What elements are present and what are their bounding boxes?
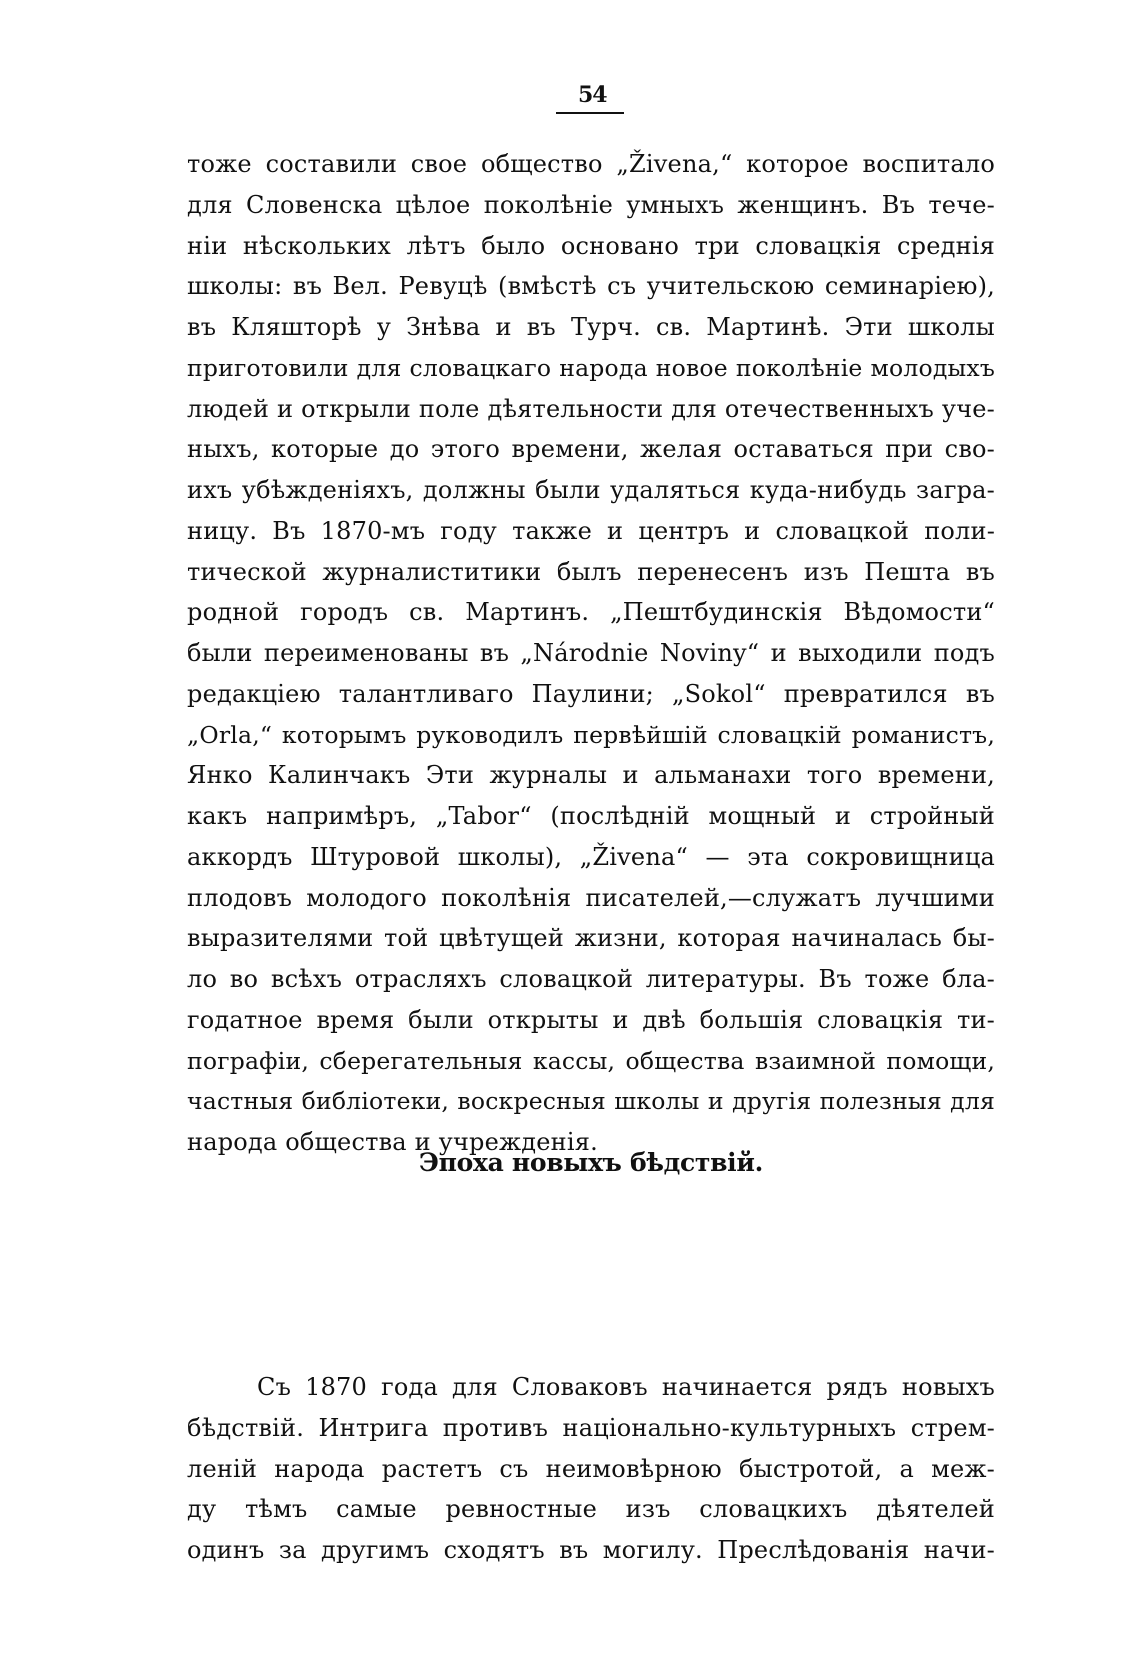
page-number-rule	[556, 112, 624, 114]
text-line: частныя библіотеки, воскресныя школы и другія полезныя для	[187, 1087, 995, 1116]
text-line: Съ 1870 года для Словаковъ начинается рядъ новыхъ	[257, 1373, 995, 1401]
text-line: для Словенска цѣлое поколѣніе умныхъ женщинъ. Въ тече-	[187, 190, 995, 219]
text-line: какъ напримѣръ, „Tabor“ (послѣдній мощный и стройный	[187, 802, 995, 830]
paragraph-1	[187, 144, 995, 1163]
text-line: Янко Калинчакъ Эти журналы и альманахи того времени,	[187, 761, 995, 790]
text-line: годатное время были открыты и двѣ большія словацкія ти-	[187, 1005, 995, 1034]
text-line: леній народа растетъ съ неимовѣрною быстротой, а меж-	[187, 1454, 995, 1483]
text-line: школы: въ Вел. Ревуцѣ (вмѣстѣ съ учительскою семинаріею),	[187, 272, 995, 301]
text-line: народа общества и учрежденія.	[187, 1128, 598, 1156]
page-number: 54	[578, 82, 607, 108]
text-line: родной городъ св. Мартинъ. „Пештбудинскія Вѣдомости“	[187, 598, 995, 627]
text-line: были переименованы въ „Národnie Noviny“ и выходили подъ	[187, 639, 995, 667]
text-line: „Orla,“ которымъ руководилъ первѣйшій словацкій романистъ,	[187, 720, 995, 749]
text-line: приготовили для словацкаго народа новое поколѣніе молодыхъ	[187, 353, 995, 382]
text-line: ніи нѣскольких лѣтъ было основано три словацкія среднія	[187, 231, 995, 260]
text-line: людей и открыли поле дѣятельности для отечественныхъ уче-	[187, 394, 995, 423]
text-line: редакціею талантливаго Паулини; „Sokol“ превратился въ	[187, 679, 995, 708]
text-line: ду тѣмъ самые ревностные изъ словацкихъ дѣятелей	[187, 1495, 995, 1524]
text-line: пографіи, сберегательныя кассы, общества взаимной помощи,	[187, 1046, 995, 1075]
text-line: аккордъ Штуровой школы), „Živena“ — эта сокровищница	[187, 842, 995, 871]
text-line: ныхъ, которые до этого времени, желая оставаться при сво-	[187, 435, 995, 464]
text-line: выразителями той цвѣтущей жизни, которая начиналась бы-	[187, 924, 995, 953]
text-line: одинъ за другимъ сходятъ въ могилу. Преслѣдованія начи-	[187, 1536, 995, 1564]
paragraph-2	[187, 1367, 995, 1571]
text-line: тической журналиститики былъ перенесенъ изъ Пешта въ	[187, 557, 995, 586]
text-line: въ Кляшторѣ у Знѣва и въ Турч. св. Мартинѣ. Эти школы	[187, 313, 995, 341]
text-line: плодовъ молодого поколѣнія писателей,—служатъ лучшими	[187, 883, 995, 912]
text-line: ихъ убѣжденіяхъ, должны были удаляться куда-нибудь загра-	[187, 476, 995, 504]
text-line: ницу. Въ 1870-мъ году также и центръ и словацкой поли-	[187, 516, 995, 545]
text-line: тоже составили свое общество „Živena,“ которое воспитало	[187, 150, 995, 178]
text-line: ло во всѣхъ отрасляхъ словацкой литературы. Въ тоже бла-	[187, 965, 995, 993]
section-heading: Эпоха новыхъ бѣдствій.	[419, 1148, 763, 1177]
text-line: бѣдствій. Интрига противъ національно-культурныхъ стрем-	[187, 1413, 995, 1442]
